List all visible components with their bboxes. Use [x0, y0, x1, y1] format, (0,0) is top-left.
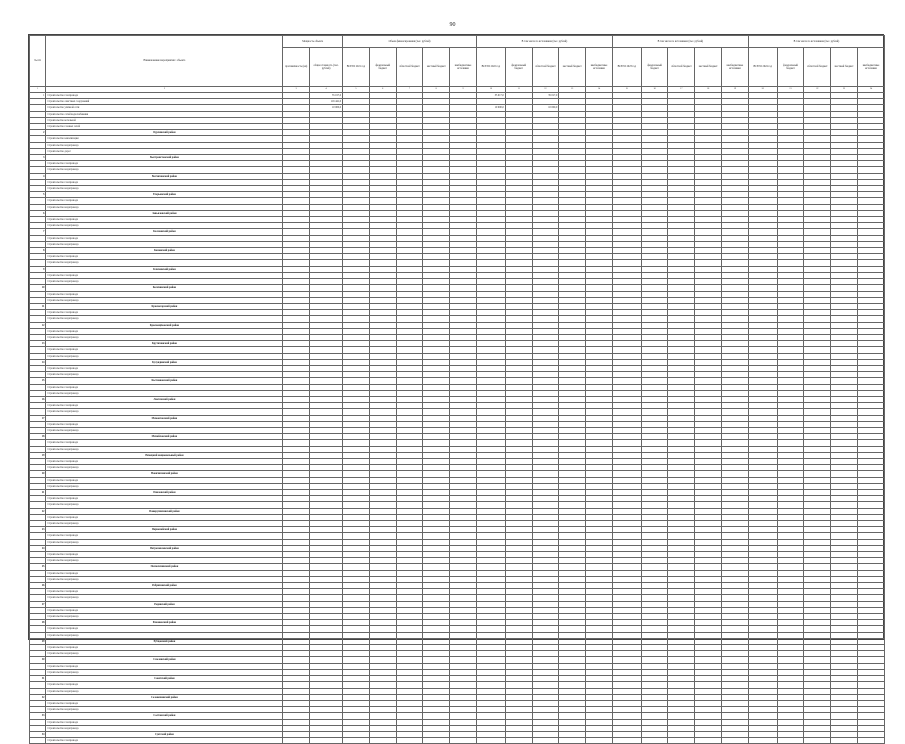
value-cell — [668, 738, 695, 744]
row-name-cell: Каменский район — [46, 248, 283, 254]
value-cell — [748, 738, 777, 744]
group-capacity-header: Мощность объекта — [283, 36, 343, 48]
row-name-cell: Строительство водопровода — [46, 521, 283, 527]
row-number-cell: 4 — [30, 173, 46, 179]
table-body — [30, 93, 885, 744]
row-name-cell: Строительство водопровода — [46, 725, 283, 731]
row-name-cell: Строительство газопровода — [46, 365, 283, 371]
value-cell — [476, 738, 505, 744]
row-name-cell: Строительство газопровода — [46, 533, 283, 539]
row-name-cell: Строительство газопровода — [46, 217, 283, 223]
row-number-cell: 12 — [30, 322, 46, 328]
funding-table — [28, 34, 884, 743]
row-name-cell: Строительство водопровода — [46, 316, 283, 322]
subcolumn-header: местный бюджет — [695, 48, 722, 87]
row-name-cell: Строительство газопровода — [46, 514, 283, 520]
subcolumn-header: внебюджетные источники — [857, 48, 884, 87]
subcolumn-header: ВСЕГО 2024 год — [748, 48, 777, 87]
column-number-cell: 14 — [586, 87, 613, 93]
row-name-cell: Строительство газопровода — [46, 347, 283, 353]
row-name-cell: Строительство газопровода — [46, 403, 283, 409]
row-name-cell: Строительство водопровода — [46, 241, 283, 247]
row-name-cell: Строительство газопровода — [46, 93, 283, 99]
row-name-cell: Строительство газопровода — [46, 272, 283, 278]
row-number-cell: 21 — [30, 490, 46, 496]
row-name-cell: Строительство водопровода — [46, 688, 283, 694]
row-name-cell: Рубцовский район — [46, 638, 283, 644]
column-number-cell: 15 — [612, 87, 641, 93]
row-number-cell: 8 — [30, 248, 46, 254]
row-number-cell — [30, 738, 46, 744]
row-name-cell: Строительство газопровода — [46, 626, 283, 632]
row-name-cell: Строительство газопровода — [46, 607, 283, 613]
row-name-cell: Красногорский район — [46, 303, 283, 309]
value-cell — [505, 738, 532, 744]
value-cell: 10 000,0 — [476, 105, 505, 111]
subcolumn-header: федеральный бюджет — [777, 48, 804, 87]
row-number-cell: 11 — [30, 303, 46, 309]
row-name-cell: Строительство газопровода — [46, 552, 283, 558]
row-number-cell: 23 — [30, 527, 46, 533]
row-name-cell: Строительство газопровода — [46, 291, 283, 297]
value-cell — [396, 738, 423, 744]
value-cell — [777, 738, 804, 744]
row-name-cell: Ключевский район — [46, 266, 283, 272]
row-name-cell: Строительство водопровода — [46, 186, 283, 192]
row-name-cell: Строительство газопровода — [46, 645, 283, 651]
group-year1-header: В том числе по источникам (тыс. рублей) — [476, 36, 612, 48]
value-cell — [586, 738, 613, 744]
row-name-cell: Солтонский район — [46, 713, 283, 719]
row-number-cell: 10 — [30, 285, 46, 291]
row-name-cell: Крутихинский район — [46, 341, 283, 347]
row-name-cell: Строительство дорог — [46, 148, 283, 154]
row-name-cell: Строительство газопровода — [46, 477, 283, 483]
row-name-cell: Строительство водопровода — [46, 409, 283, 415]
column-number-cell: 11 — [505, 87, 532, 93]
row-name-cell: Строительство водопровода — [46, 279, 283, 285]
row-name-cell: Строительство канализации — [46, 136, 283, 142]
row-name-cell: Строительство котельной — [46, 117, 283, 123]
row-name-cell: Строительство сетей водоснабжения — [46, 111, 283, 117]
row-name-cell: Немецкий национальный район — [46, 452, 283, 458]
row-name-cell: Кытмановский район — [46, 378, 283, 384]
row-name-cell: Строительство водопровода — [46, 614, 283, 620]
row-name-cell: Строительство водопровода — [46, 632, 283, 638]
row-number-cell: 18 — [30, 434, 46, 440]
row-name-cell: Строительство газопровода — [46, 421, 283, 427]
column-number-cell: 20 — [748, 87, 777, 93]
row-number-cell: 19 — [30, 452, 46, 458]
value-cell — [641, 738, 668, 744]
value-cell: 10 000,0 — [532, 105, 559, 111]
row-name-cell: Косихинский район — [46, 285, 283, 291]
row-name-cell: Строительство водопровода — [46, 223, 283, 229]
value-cell: 35 017,0 — [476, 93, 505, 99]
row-name-cell: Бурлинский район — [46, 130, 283, 136]
row-name-cell: Строительство водопровода — [46, 595, 283, 601]
row-name-cell: Строительство водопровода — [46, 465, 283, 471]
value-cell — [532, 738, 559, 744]
value-cell: 10 000,0 — [310, 105, 343, 111]
column-number-cell: 2 — [46, 87, 283, 93]
row-number-cell: 25 — [30, 564, 46, 570]
row-number-cell: 13 — [30, 341, 46, 347]
column-number-cell: 17 — [668, 87, 695, 93]
column-number-cell: 24 — [857, 87, 884, 93]
row-name-cell: Строительство водопровода — [46, 483, 283, 489]
value-cell: 35 017,0 — [310, 93, 343, 99]
value-cell: 35 017,0 — [532, 93, 559, 99]
row-number-cell: 30 — [30, 657, 46, 663]
row-name-cell: Строительство водопровода — [46, 353, 283, 359]
row-number-cell: 6 — [30, 210, 46, 216]
value-cell — [369, 738, 396, 744]
row-name-cell: Строительство водопровода — [46, 669, 283, 675]
row-number-cell: 14 — [30, 359, 46, 365]
row-number-cell: 7 — [30, 229, 46, 235]
row-name-cell: Строительство водопровода — [46, 167, 283, 173]
row-name-cell: Строительство газопровода — [46, 254, 283, 260]
value-cell — [310, 738, 343, 744]
row-name-cell: Родинский район — [46, 601, 283, 607]
row-name-cell: Строительство водопровода — [46, 576, 283, 582]
row-name-cell: Строительство водопровода — [46, 539, 283, 545]
row-name-cell: Петропавловский район — [46, 545, 283, 551]
row-name-cell: Смоленский район — [46, 657, 283, 663]
subcolumn-header: ВСЕГО 2021 год — [343, 48, 370, 87]
row-name-cell: Строительство газопровода — [46, 310, 283, 316]
value-cell — [423, 738, 450, 744]
column-number-cell: 4 — [310, 87, 343, 93]
subcolumn-header: местный бюджет — [831, 48, 858, 87]
row-name-cell: Строительство водопровода — [46, 204, 283, 210]
row-name-cell: Строительство водопровода — [46, 142, 283, 148]
row-name-cell: Строительство газопровода — [46, 198, 283, 204]
row-name-cell: Строительство газопровода — [46, 458, 283, 464]
group-year3-header: В том числе по источникам (тыс. рублей) — [748, 36, 884, 48]
row-name-cell: Строительство газопровода — [46, 384, 283, 390]
row-number-cell: 22 — [30, 508, 46, 514]
value-cell — [612, 738, 641, 744]
column-number-cell: 18 — [695, 87, 722, 93]
value-cell — [857, 738, 884, 744]
row-name-cell: Егорьевский район — [46, 192, 283, 198]
header-row-groups — [30, 36, 885, 48]
row-number-cell: 32 — [30, 694, 46, 700]
row-name-cell: Панкрушихинский район — [46, 508, 283, 514]
row-name-cell: Павловский район — [46, 490, 283, 496]
value-cell — [804, 738, 831, 744]
row-name-cell: Строительство газопровода — [46, 496, 283, 502]
subcolumn-header: федеральный бюджет — [369, 48, 396, 87]
row-name-cell: Строительство водопровода — [46, 446, 283, 452]
col-name-header: Наименование мероприятия / объекта — [46, 36, 283, 87]
column-number-cell: 10 — [476, 87, 505, 93]
column-number-cell: 7 — [396, 87, 423, 93]
subcolumn-header: областной бюджет — [532, 48, 559, 87]
group-year2-header: В том числе по источникам (тыс. рублей) — [612, 36, 748, 48]
column-number-cell: 13 — [559, 87, 586, 93]
value-cell — [831, 738, 858, 744]
row-name-cell: Волчихинский район — [46, 173, 283, 179]
row-name-cell: Михайловский район — [46, 434, 283, 440]
row-name-cell: Солонешенский район — [46, 694, 283, 700]
column-number-cell: 19 — [722, 87, 749, 93]
row-name-cell: Быстроистокский район — [46, 155, 283, 161]
row-number-cell: 31 — [30, 676, 46, 682]
row-name-cell: Строительство водопровода — [46, 297, 283, 303]
row-number-cell: 9 — [30, 266, 46, 272]
subcolumn-header: областной бюджет — [396, 48, 423, 87]
subcolumn-header: местный бюджет — [423, 48, 450, 87]
value-cell — [450, 738, 477, 744]
column-number-cell: 23 — [831, 87, 858, 93]
subcolumn-header: областной бюджет — [804, 48, 831, 87]
row-name-cell: Строительство газопровода — [46, 440, 283, 446]
row-name-cell: Строительство водопровода — [46, 651, 283, 657]
row-number-cell: 1 — [30, 93, 46, 99]
column-number-cell: 8 — [423, 87, 450, 93]
row-name-cell: Строительство газопровода — [46, 738, 283, 744]
row-number-cell: 29 — [30, 638, 46, 644]
row-number-cell: 28 — [30, 620, 46, 626]
row-number-cell: 26 — [30, 583, 46, 589]
row-number-cell: 20 — [30, 471, 46, 477]
row-number-cell: 3 — [30, 155, 46, 161]
row-name-cell: Мамонтовский район — [46, 415, 283, 421]
column-number-cell: 9 — [450, 87, 477, 93]
subcolumn-header: внебюджетные источники — [722, 48, 749, 87]
subcolumn-header: внебюджетные источники — [450, 48, 477, 87]
row-name-cell: Строительство водопровода — [46, 558, 283, 564]
row-name-cell: Строительство уличной сети — [46, 105, 283, 111]
row-number-cell: 24 — [30, 545, 46, 551]
value-cell — [283, 738, 310, 744]
row-name-cell: Кулундинский район — [46, 359, 283, 365]
table-header — [30, 36, 885, 93]
row-name-cell: Строительство водопровода — [46, 427, 283, 433]
row-name-cell: Калманский район — [46, 229, 283, 235]
row-name-cell: Суетский район — [46, 731, 283, 737]
row-name-cell: Строительство газопровода — [46, 719, 283, 725]
value-cell — [559, 738, 586, 744]
row-name-cell: Строительство газопровода — [46, 589, 283, 595]
value-cell — [343, 738, 370, 744]
row-number-cell: 33 — [30, 713, 46, 719]
table-row — [30, 738, 885, 744]
funding-table-grid — [29, 35, 885, 744]
row-number-cell: 16 — [30, 396, 46, 402]
subcolumn-header: федеральный бюджет — [505, 48, 532, 87]
row-name-cell: Романовский район — [46, 620, 283, 626]
col-num-header: № п/п — [30, 36, 46, 87]
subcolumn-header: общая стоимость (тыс. рублей) — [310, 48, 343, 87]
value-cell — [722, 738, 749, 744]
row-name-cell: Строительство газовых сетей — [46, 124, 283, 130]
row-name-cell: Строительство водопровода — [46, 707, 283, 713]
row-number-cell: 2 — [30, 130, 46, 136]
column-number-cell: 1 — [30, 87, 46, 93]
row-name-cell: Локтевский район — [46, 396, 283, 402]
row-name-cell: Завьяловский район — [46, 210, 283, 216]
value-cell — [695, 738, 722, 744]
subcolumn-header: протяжённость (км) — [283, 48, 310, 87]
row-number-cell: 34 — [30, 731, 46, 737]
row-name-cell: Советский район — [46, 676, 283, 682]
row-name-cell: Строительство газопровода — [46, 663, 283, 669]
column-number-cell: 21 — [777, 87, 804, 93]
row-name-cell: Строительство газопровода — [46, 700, 283, 706]
row-name-cell: Поспелихинский район — [46, 564, 283, 570]
page-number: 90 — [449, 22, 456, 28]
column-number-cell: 5 — [343, 87, 370, 93]
subcolumn-header: областной бюджет — [668, 48, 695, 87]
row-name-cell: Строительство очистных сооружений — [46, 99, 283, 105]
row-name-cell: Строительство газопровода — [46, 179, 283, 185]
group-funding-header: Объем финансирования (тыс. рублей) — [343, 36, 477, 48]
value-cell: 116 441,0 — [310, 99, 343, 105]
row-name-cell: Строительство газопровода — [46, 682, 283, 688]
column-number-cell: 22 — [804, 87, 831, 93]
row-name-cell: Строительство газопровода — [46, 328, 283, 334]
row-number-cell: 27 — [30, 601, 46, 607]
row-name-cell: Строительство водопровода — [46, 390, 283, 396]
row-number-cell: 17 — [30, 415, 46, 421]
column-number-cell: 16 — [641, 87, 668, 93]
subcolumn-header: внебюджетные источники — [586, 48, 613, 87]
column-number-cell: 6 — [369, 87, 396, 93]
subcolumn-header: ВСЕГО 2023 год — [612, 48, 641, 87]
row-name-cell: Краснощёковский район — [46, 322, 283, 328]
row-name-cell: Строительство водопровода — [46, 260, 283, 266]
row-name-cell: Строительство газопровода — [46, 570, 283, 576]
row-name-cell: Строительство водопровода — [46, 372, 283, 378]
row-name-cell: Первомайский район — [46, 527, 283, 533]
row-name-cell: Строительство газопровода — [46, 161, 283, 167]
subcolumn-header: местный бюджет — [559, 48, 586, 87]
row-number-cell: 15 — [30, 378, 46, 384]
row-name-cell: Строительство водопровода — [46, 502, 283, 508]
row-name-cell: Ребрихинский район — [46, 583, 283, 589]
subcolumn-header: ВСЕГО 2022 год — [476, 48, 505, 87]
column-number-cell: 12 — [532, 87, 559, 93]
subcolumn-header: федеральный бюджет — [641, 48, 668, 87]
row-name-cell: Новичихинский район — [46, 471, 283, 477]
row-name-cell: Строительство водопровода — [46, 334, 283, 340]
row-number-cell: 5 — [30, 192, 46, 198]
column-number-cell: 3 — [283, 87, 310, 93]
row-name-cell: Строительство газопровода — [46, 235, 283, 241]
